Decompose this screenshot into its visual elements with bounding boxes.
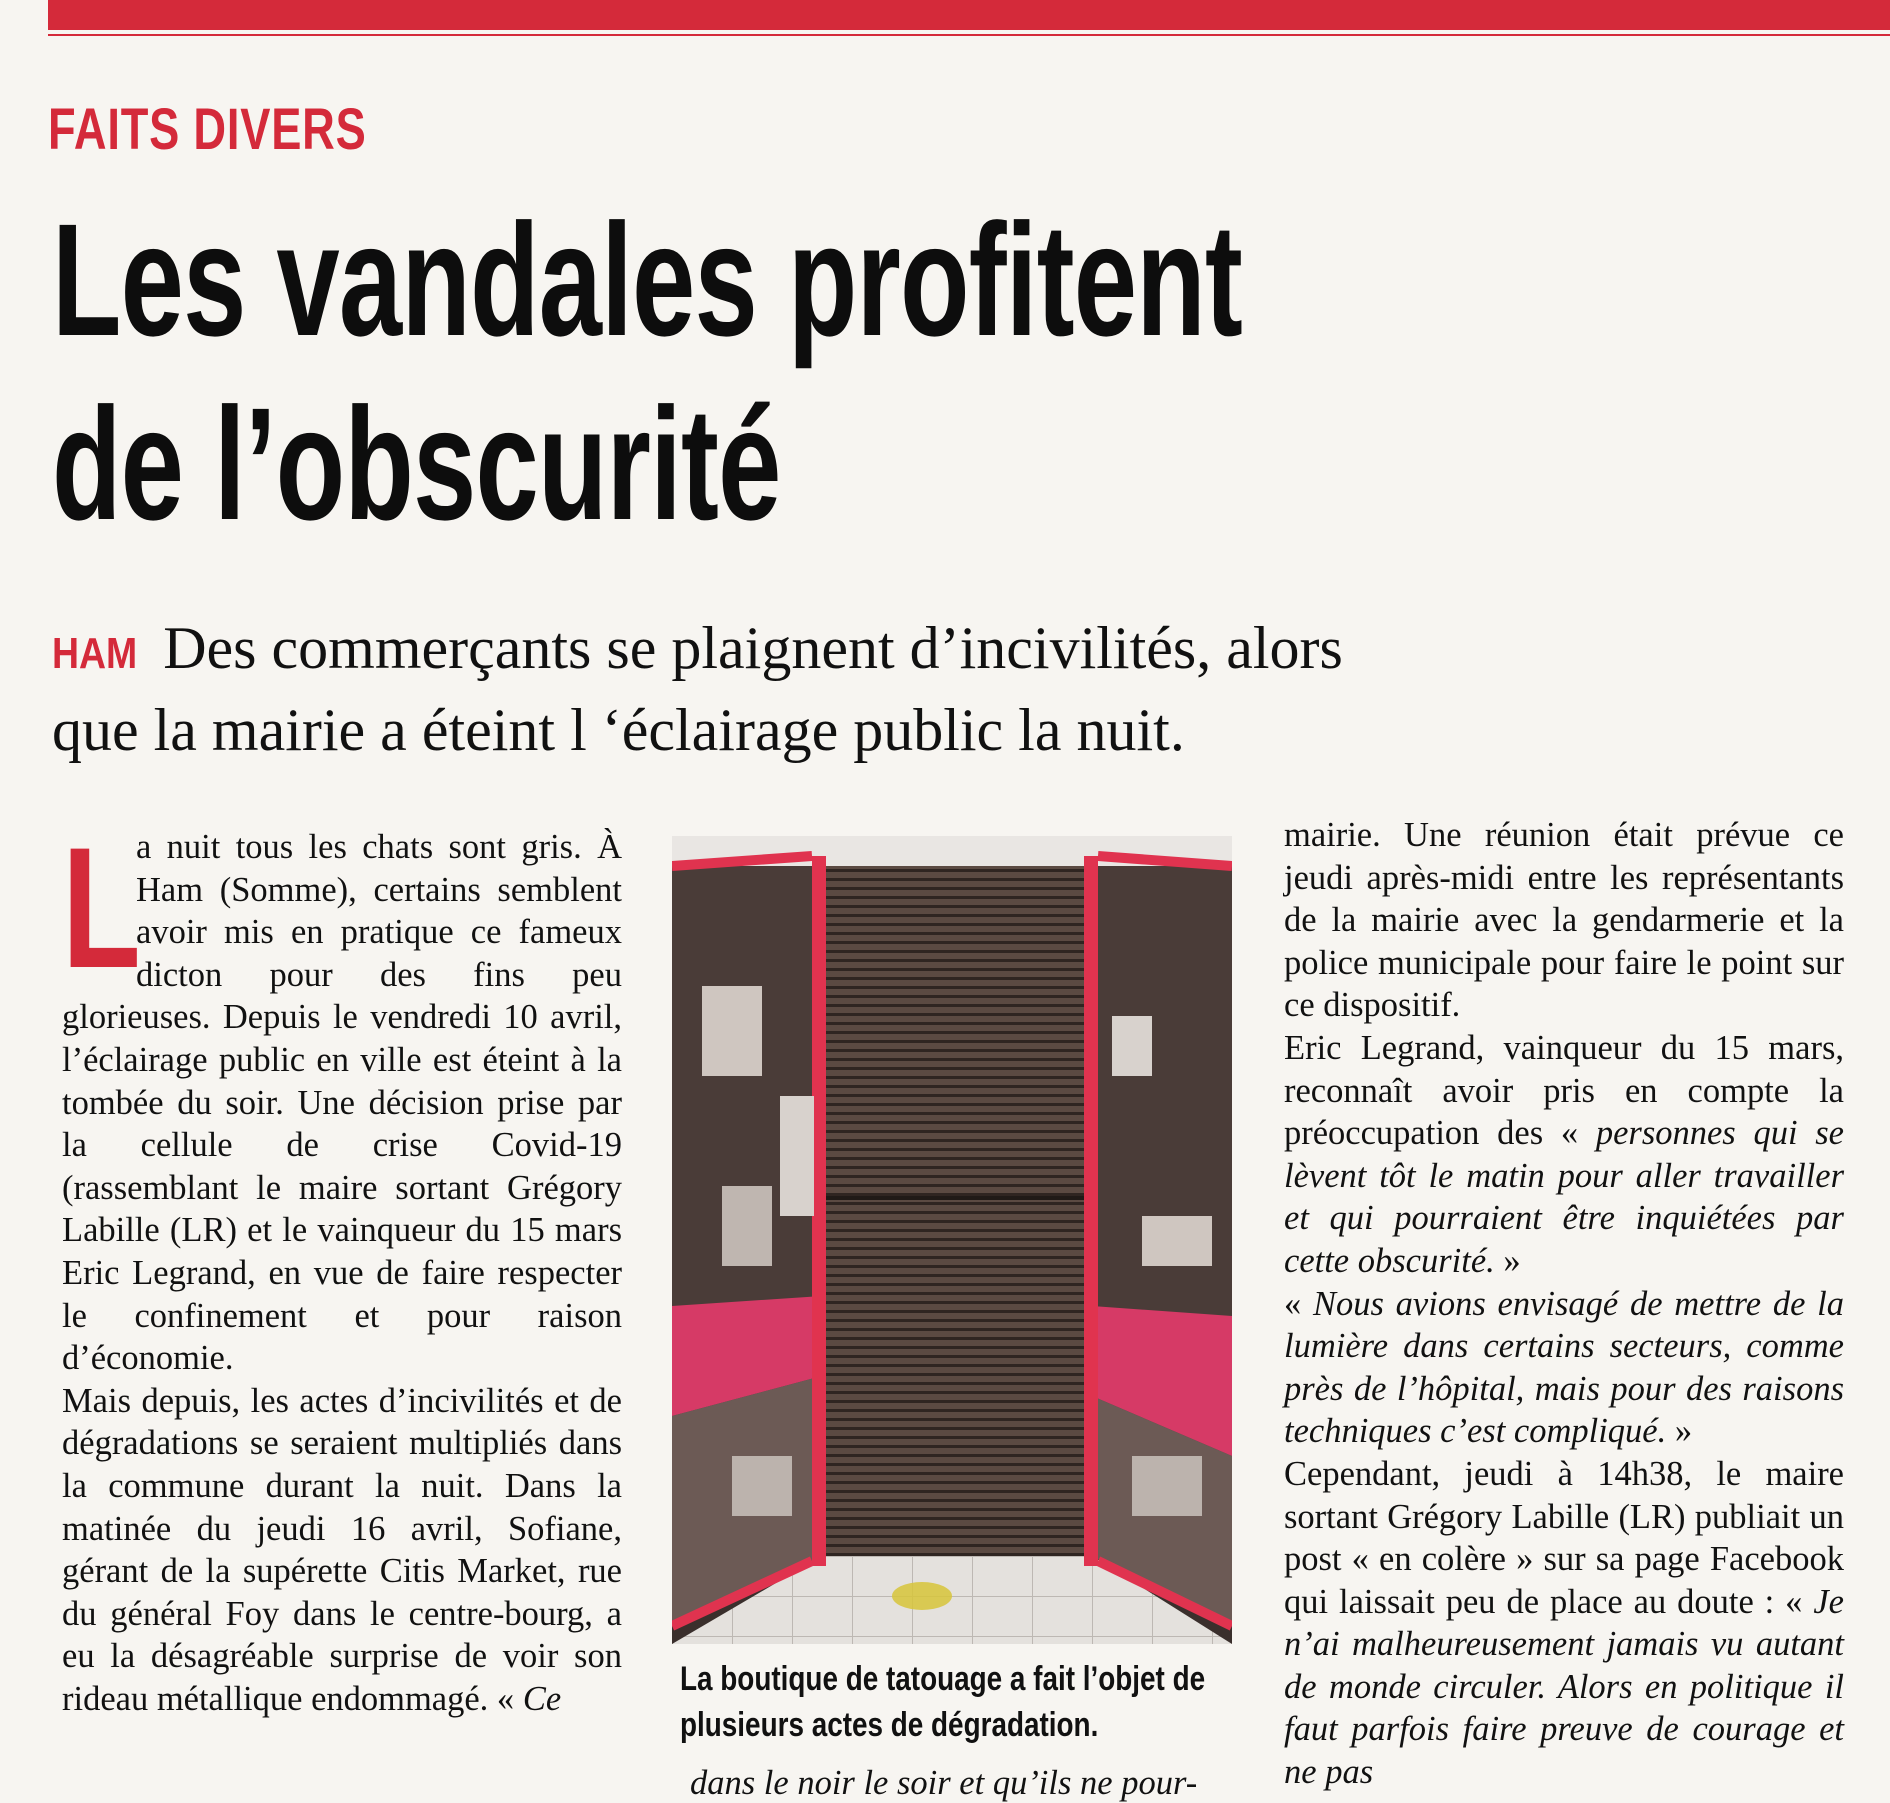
photo-caption (680, 1656, 1254, 1748)
col3-paragraph-1: mairie. Une réunion était prévue ce jeudi après-midi entre les représentants de la mairie avec la gendarmerie et la police municipale pour faire le point sur ce dispositif. (1284, 816, 1844, 1025)
caption-line-1: La boutique de tatouage a fait l’objet de (680, 1660, 1206, 1698)
drop-cap: L (62, 812, 141, 1004)
col3-p2-end: » (1494, 1241, 1521, 1280)
article-column-3 (1284, 814, 1844, 1794)
standfirst-line-1: Des commerçants se plaignent d’incivilités, alors (163, 615, 1343, 681)
article-photo (672, 836, 1232, 1644)
col3-p3-end: » (1666, 1412, 1693, 1451)
col3-p3-quote: Nous avions envisagé de mettre de la lumière dans certains secteurs, comme près de l’hôpital, mais pour des raisons techniques c’est compliqué. (1284, 1284, 1845, 1451)
paragraph-2-quote: Ce (522, 1679, 562, 1718)
headline (52, 188, 1242, 556)
paragraph-2 (62, 1380, 622, 1721)
paragraph-intro: a nuit tous les chats sont gris. À Ham (Somme), certains semblent avoir mis en pratique ce fameux dicton pour des fins peu glorieuses. Depuis le vendredi 10 avril, l’éclairage public en ville est éteint à la tombée du soir. Une décision prise par la cellule de crise Covid-19 (rassemblant le maire sortant Grégory Labille (LR) et le vainqueur du 15 mars Eric Legrand, en vue de faire respecter le confinement et pour raison d’économie. (62, 828, 622, 1378)
standfirst-line-2: que la mairie a éteint l ‘éclairage public la nuit. (52, 697, 1185, 763)
col3-paragraph-4 (1284, 1453, 1844, 1794)
col3-p4-text: Cependant, jeudi à 14h38, le maire sortant Grégory Labille (LR) publiait un post « en colère » sur sa page Facebook qui laissait peu de place au doute : « (1284, 1454, 1844, 1621)
tattoo-shop-photo (672, 836, 1232, 1644)
col3-p2-text: Eric Legrand, vainqueur du 15 mars, reconnaît avoir pris en compte la préoccupation des « (1284, 1028, 1844, 1153)
headline-line-2: de l’obscurité (52, 374, 781, 553)
col3-paragraph-3 (1284, 1283, 1844, 1453)
col3-p4-quote: Je n’ai malheureusement jamais vu autant de monde circuler. Alors en politique il faut parfois faire preuve de courage et ne pas (1284, 1582, 1844, 1792)
headline-line-1: Les vandales profitent (52, 190, 1243, 369)
article-column-2-fragment: dans le noir le soir et qu’ils ne pour- (690, 1764, 1198, 1802)
dateline-place: HAM (52, 629, 138, 678)
col3-p3-open: « (1284, 1284, 1313, 1323)
paragraph-2-text: Mais depuis, les actes d’incivilités et de dégradations se seraient multipliés dans la commune durant la nuit. Dans la matinée du jeudi 16 avril, Sofiane, gérant de la supérette Citis Market, rue du général Foy dans le centre-bourg, a eu la désagréable surprise de voir son rideau métallique endommagé. « (62, 1381, 622, 1718)
top-rule-gap (48, 30, 1890, 34)
caption-line-2: plusieurs actes de dégradation. (680, 1706, 1099, 1744)
article-column-1 (62, 812, 622, 1720)
standfirst (52, 610, 1672, 768)
section-rubric: FAITS DIVERS (48, 97, 367, 162)
col3-p2-quote: personnes qui se lèvent tôt le matin pour aller travailler et qui pourraient être inquiétées par cette obscurité. (1284, 1114, 1844, 1280)
col3-paragraph-2 (1284, 1027, 1844, 1283)
